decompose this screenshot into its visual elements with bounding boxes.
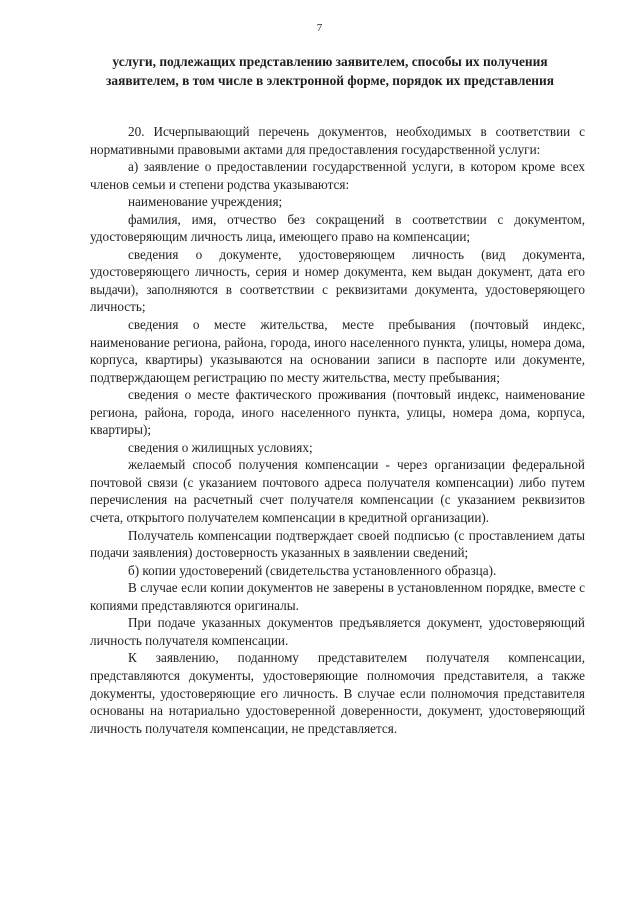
- page-number: 7: [316, 22, 323, 34]
- paragraph: наименование учреждения;: [128, 194, 283, 210]
- paragraph: сведения о месте жительства, месте пребывания (почтовый индекс, наименование региона, района, города, иного населенного пункта, улицы, номера дома, корпуса, квартиры) указываются на основании записи в паспорте или документе, подтверждающем регистрацию по месту жительства, месту пребывания;: [90, 317, 585, 385]
- paragraph: сведения о документе, удостоверяющем личность (вид документа, удостоверяющего личность, серия и номер документа, кем выдан документ, дата его выдачи), заполняются в соответствии с реквизитами документа, удостоверяющего личность;: [90, 246, 585, 315]
- paragraph: а) заявление о предоставлении государственной услуги, в котором кроме всех членов семьи и степени родства указываются:: [90, 159, 585, 192]
- paragraph: сведения о месте фактического проживания (почтовый индекс, наименование региона, района, города, иного населенного пункта, улицы, номера дома, корпуса, квартиры);: [90, 387, 585, 438]
- paragraph: При подаче указанных документов предъявляется документ, удостоверяющий личность получателя компенсации.: [90, 615, 585, 648]
- paragraph: В случае если копии документов не заверены в установленном порядке, вместе с копиями представляются оригиналы.: [90, 580, 585, 613]
- paragraph: 20. Исчерпывающий перечень документов, необходимых в соответствии с нормативными правовыми актами для предоставления государственной услуги:: [90, 124, 585, 157]
- section-heading: услуги, подлежащих представлению заявителем, способы их получения заявителем, в том числе в электронной форме, порядок их представления: [106, 54, 554, 88]
- paragraph: сведения о жилищных условиях;: [128, 439, 313, 455]
- paragraph: Получатель компенсации подтверждает своей подписью (с проставлением даты подачи заявления) достоверность указанных в заявлении сведений;: [90, 527, 585, 561]
- paragraph: б) копии удостоверений (свидетельства установленного образца).: [128, 562, 497, 578]
- paragraph: желаемый способ получения компенсации - через организации федеральной почтовой связи (с указанием почтового адреса получателя компенсации) либо путем перечисления на расчетный счет получателя компенсации (с указанием реквизитов счета, открытого получателем компенсации в кредитной организации).: [90, 457, 585, 526]
- document-body: [90, 123, 585, 737]
- paragraph: К заявлению, поданному представителем получателя компенсации, представляются документы, удостоверяющие полномочия представителя, а также документы, удостоверяющие его личность. В случае если полномочия представителя основаны на нотариально удостоверенной доверенности, документ, удостоверяющий личность получателя компенсации, не представляется.: [90, 650, 585, 736]
- paragraph: фамилия, имя, отчество без сокращений в соответствии с документом, удостоверяющим личность лица, имеющего право на компенсации;: [90, 211, 585, 245]
